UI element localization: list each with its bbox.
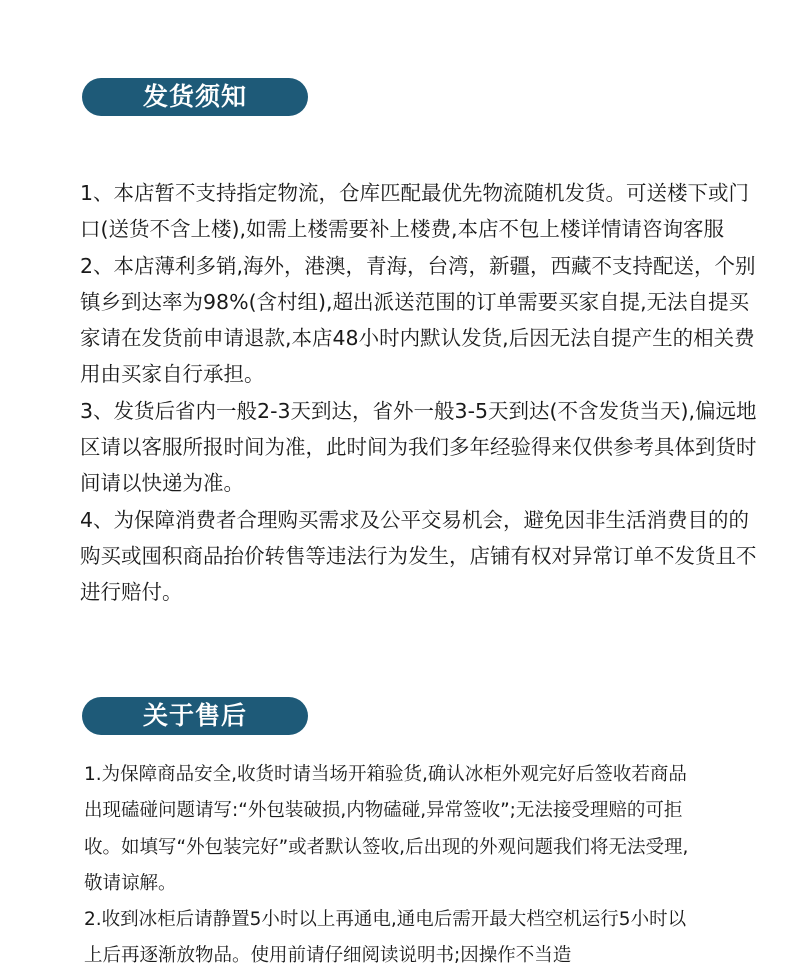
after-sales-item-2: 2.收到冰柜后请静置5小时以上再通电,通电后需开最大档空机运行5小时以上后再逐渐放物品。使用前请仔细阅读说明书;因操作不当造 xyxy=(84,909,687,967)
shipping-notice-item-1: 1、本店暂不支持指定物流，仓库匹配最优先物流随机发货。可送楼下或门口(送货不含上楼),如需上楼需要补上楼费,本店不包上楼详情请咨询客服 xyxy=(80,181,750,242)
shipping-notice-item-2: 2、本店薄利多销,海外，港澳，青海，台湾，新疆，西藏不支持配送，个别镇乡到达率为98%(含村组),超出派送范围的订单需要买家自提,无法自提买家请在发货前申请退款,本店48小时内默认发货,后因无法自提产生的相关费用由买家自行承担。 xyxy=(80,253,756,387)
section-title-after-sales: 关于售后 xyxy=(82,697,308,735)
shipping-notice-item-3: 3、发货后省内一般2-3天到达，省外一般3-5天到达(不含发货当天),偏远地区请以客服所报时间为准，此时间为我们多年经验得来仅供参考具体到货时间请以快递为准。 xyxy=(80,398,757,496)
after-sales-item-1: 1.为保障商品安全,收货时请当场开箱验货,确认冰柜外观完好后签收若商品出现磕碰问题请写:“外包装破损,内物磕碰,异常签收”;无法接受理赔的可拒收。如填写“外包装完好”或者默认签收,后出现的外观问题我们将无法受理,敬请谅解。 xyxy=(84,764,689,894)
section-title-shipping: 发货须知 xyxy=(82,78,308,116)
after-sales-body xyxy=(84,757,704,975)
shipping-notice-body xyxy=(80,175,760,611)
shipping-notice-item-4: 4、为保障消费者合理购买需求及公平交易机会，避免因非生活消费目的的购买或囤积商品抬价转售等违法行为发生，店铺有权对异常订单不发货且不进行赔付。 xyxy=(80,507,757,605)
